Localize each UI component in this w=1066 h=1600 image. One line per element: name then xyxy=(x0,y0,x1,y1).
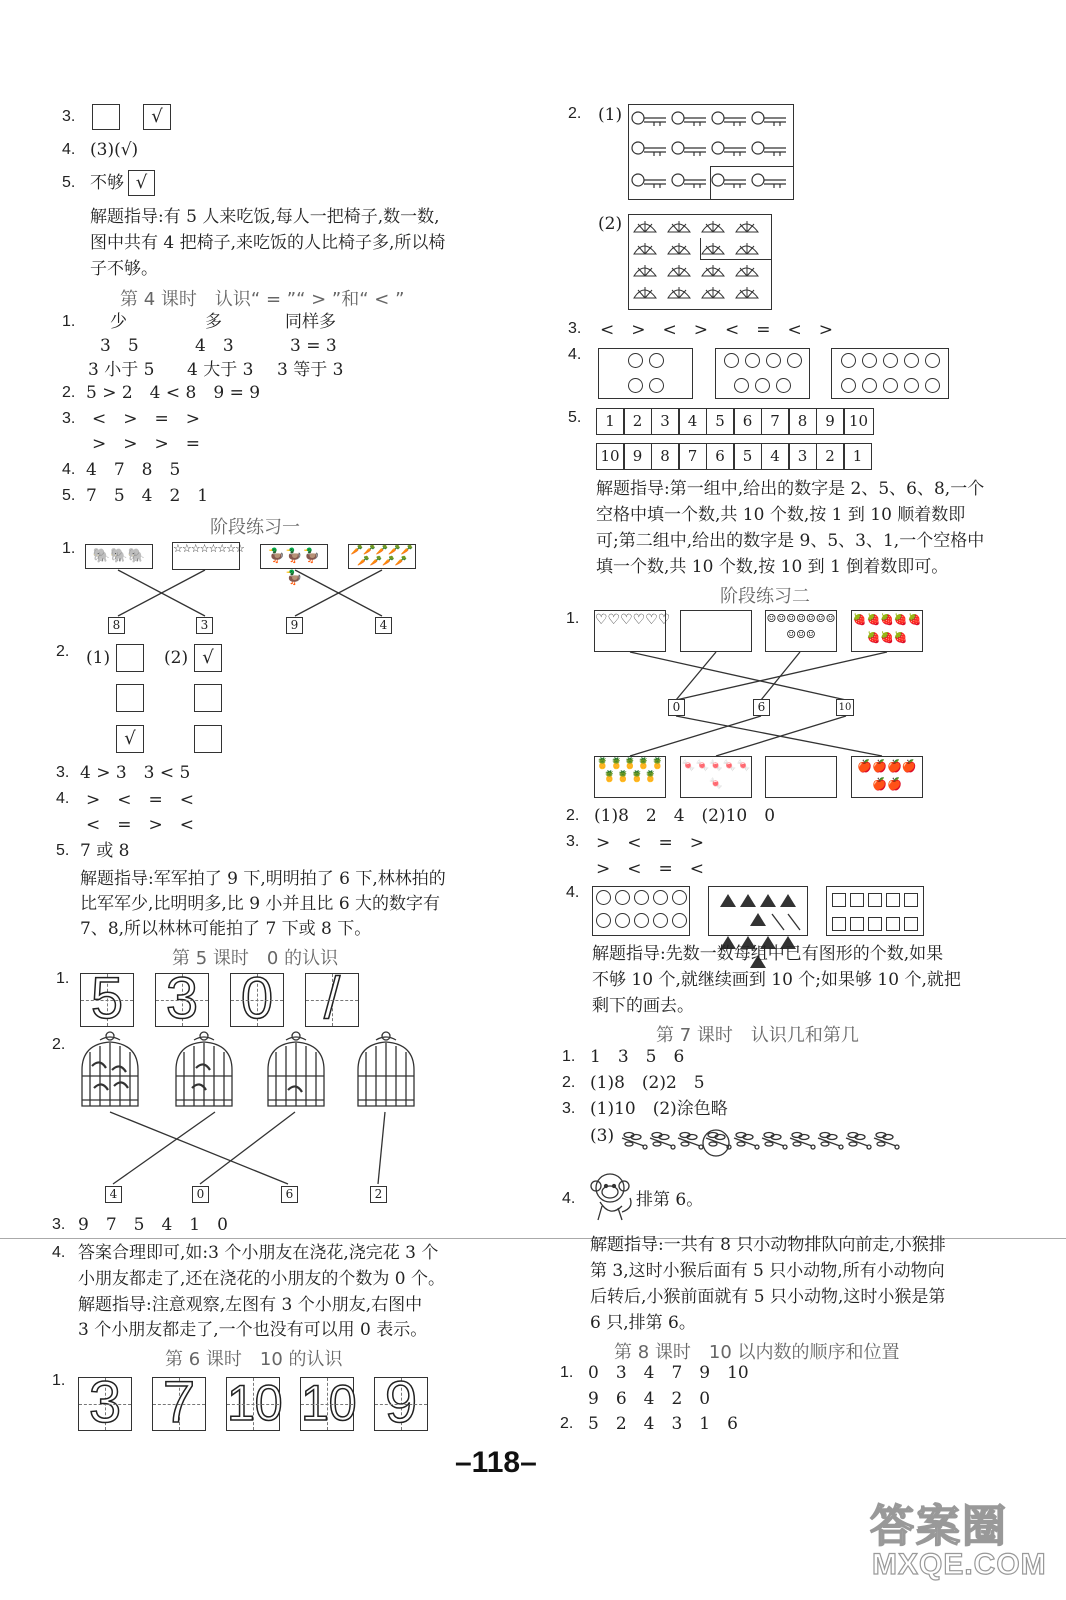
traced-digit: 10 xyxy=(301,1375,357,1431)
number-cell: 6 xyxy=(706,443,734,470)
q-text: 5 2 4 3 1 6 xyxy=(588,1414,738,1434)
hint-line: 7、8,所以林林可能拍了 7 下或 8 下。 xyxy=(80,919,372,939)
section-heading: 第 6 课时 10 的认识 xyxy=(165,1349,343,1370)
circle-group xyxy=(598,348,693,399)
q-num: 2. xyxy=(566,807,580,824)
cell-text: 3 = 3 xyxy=(290,336,337,356)
writing-grid xyxy=(226,1375,283,1431)
number-cell: 8 xyxy=(651,443,679,470)
answer-box: √ xyxy=(143,104,171,130)
q-num: 4. xyxy=(56,790,70,807)
hint-line: 解题指导:先数一数每组中已有图形的个数,如果 xyxy=(592,944,944,964)
q-text: 9 6 4 2 0 xyxy=(588,1389,711,1409)
q-num: 1. xyxy=(62,313,76,330)
cross-out-marks xyxy=(770,912,804,932)
q-num: 3. xyxy=(566,833,580,850)
duck-group-icon: 🦆🦆🦆🦆 xyxy=(260,544,328,569)
key-icons xyxy=(630,106,792,198)
q-text: (1)8 2 4 (2)10 0 xyxy=(594,806,776,826)
hint-line: 3 个小朋友都走了,一个也没有可以用 0 表示。 xyxy=(78,1320,428,1340)
writing-grid xyxy=(300,1375,357,1431)
q-text: < = > < xyxy=(86,815,194,835)
q-text: > < = < xyxy=(86,790,194,810)
q-text: 答案合理即可,如:3 个小朋友在浇花,浇完花 3 个 xyxy=(78,1243,439,1263)
hint-line: 空格中填一个数,共 10 个数,按 1 到 10 顺着数即 xyxy=(596,505,966,525)
l-item-4-num: 4. xyxy=(62,141,76,158)
number-cell: 7 xyxy=(761,408,789,435)
circle-group xyxy=(592,886,690,936)
q-text: > > > = xyxy=(92,434,200,454)
q-num: 5. xyxy=(62,487,76,504)
number-cell: 4 xyxy=(679,408,707,435)
cell-text: 4 3 xyxy=(195,336,234,356)
q-text: < > < > < = < > xyxy=(600,320,833,340)
q-num: 1. xyxy=(62,540,76,557)
empty-group xyxy=(765,756,837,798)
traced-digit: 0 xyxy=(240,966,274,1031)
q-text: > < = < xyxy=(596,859,704,879)
q-text: 0 3 4 7 9 10 xyxy=(588,1363,749,1383)
carrot-group-icon: 🥕🥕🥕🥕🥕🥕🥕🥕🥕 xyxy=(348,544,416,569)
hint-line: 填一个数,共 10 个数,按 10 到 1 倒着数即可。 xyxy=(596,557,949,577)
q-num: 2. xyxy=(562,1074,576,1091)
q-text: 排第 6。 xyxy=(636,1190,704,1210)
q-num: 3. xyxy=(568,320,582,337)
traced-digit: 7 xyxy=(162,1370,196,1435)
q-text: (1)8 (2)2 5 xyxy=(590,1073,705,1093)
writing-grid xyxy=(230,966,284,1031)
l-item-4-text: (3)(√) xyxy=(90,140,139,160)
sub-label: (2) xyxy=(598,214,623,234)
number-box: 3 xyxy=(196,617,213,634)
cell-text: 4 大于 3 xyxy=(187,360,254,380)
number-box: 4 xyxy=(375,617,392,634)
circle-group xyxy=(831,348,949,399)
q-num: 1. xyxy=(562,1048,576,1065)
fan-icons xyxy=(632,218,772,308)
q-num: 4. xyxy=(52,1244,66,1261)
q-num: 3. xyxy=(562,1100,576,1117)
number-box: 0 xyxy=(668,699,685,716)
q-num: 3. xyxy=(62,410,76,427)
q-num: 5. xyxy=(568,409,582,426)
cell-text: 同样多 xyxy=(285,312,336,332)
section-heading: 第 7 课时 认识几和第几 xyxy=(656,1025,859,1046)
hint-line: 比军军少,比明明多,比 9 小并且比 6 大的数字有 xyxy=(80,894,441,914)
pineapple-group-icon: 🍍🍍🍍🍍🍍🍍🍍🍍🍍 xyxy=(594,756,666,798)
hint-line: 剩下的画去。 xyxy=(592,996,694,1016)
number-box: 8 xyxy=(108,617,125,634)
writing-grid xyxy=(305,966,359,1031)
sub-label: (1) xyxy=(598,105,623,125)
number-cell: 9 xyxy=(624,443,652,470)
cell-text: 3 5 xyxy=(100,336,139,356)
q-num: 2. xyxy=(62,384,76,401)
apple-group-icon: 🍎🍎🍎🍎🍎🍎 xyxy=(851,756,923,798)
hint-line: 6 只,排第 6。 xyxy=(590,1313,696,1333)
section-heading: 第 5 课时 0 的认识 xyxy=(172,948,339,969)
strawberry-group-icon: 🍓🍓🍓🍓🍓🍓🍓🍓 xyxy=(851,610,923,652)
hint-line: 解题指导:一共有 8 只小动物排队向前走,小猴排 xyxy=(590,1235,946,1255)
answer-box: √ xyxy=(194,644,222,672)
number-box: 0 xyxy=(192,1186,209,1203)
traced-digit: 3 xyxy=(165,966,199,1031)
traced-digit: / xyxy=(323,966,341,1031)
sub-label: (3) xyxy=(590,1126,615,1146)
number-cell: 2 xyxy=(624,408,652,435)
q-text: 4 7 8 5 xyxy=(86,460,181,480)
number-cell: 9 xyxy=(816,408,844,435)
answer-box xyxy=(194,684,222,712)
writing-grid xyxy=(152,1370,206,1435)
number-box: 9 xyxy=(286,617,303,634)
number-cell: 4 xyxy=(761,443,789,470)
number-cell: 10 xyxy=(844,408,874,435)
q-num: 1. xyxy=(560,1364,574,1381)
hint-line: 解题指导:注意观察,左图有 3 个小朋友,右图中 xyxy=(78,1295,423,1315)
hint-line: 第 3,这时小猴后面有 5 只小动物,所有小动物向 xyxy=(590,1261,945,1281)
elephant-group-icon: 🐘🐘🐘 xyxy=(85,544,153,569)
l-item-5-text: 不够 xyxy=(90,173,124,193)
number-box: 2 xyxy=(370,1186,387,1203)
number-cell: 7 xyxy=(679,443,707,470)
hint-line: 可;第二组中,给出的数字是 9、5、3、1,一个空格中 xyxy=(596,531,985,551)
number-cell: 6 xyxy=(734,408,762,435)
q-text: > < = > xyxy=(596,833,704,853)
q-text: < > = > xyxy=(92,409,200,429)
q-text: 5 > 2 4 < 8 9 = 9 xyxy=(86,383,261,403)
cell-text: 3 小于 5 xyxy=(88,360,155,380)
star-group-icon: ☆☆☆☆☆☆☆☆ xyxy=(172,542,240,570)
monkey-icon xyxy=(588,1168,636,1224)
traced-digit: 10 xyxy=(227,1375,283,1431)
q-num: 1. xyxy=(566,610,580,627)
writing-grid xyxy=(78,1370,132,1435)
watermark-logo: 答案圈 xyxy=(870,1501,1008,1552)
section-heading: 第 4 课时 认识“ = ”“ > ”和“ < ” xyxy=(120,289,405,310)
q-text: 4 > 3 3 < 5 xyxy=(80,763,191,783)
page-number: –118– xyxy=(455,1446,537,1479)
answer-box xyxy=(194,725,222,753)
q-num: 5. xyxy=(56,842,70,859)
number-cell: 1 xyxy=(844,443,872,470)
number-box: 10 xyxy=(836,699,854,716)
heart-group-icon: ♡♡♡♡♡♡ xyxy=(594,610,666,652)
traced-digit: 5 xyxy=(90,966,124,1031)
hint-line: 子不够。 xyxy=(90,259,158,279)
q-num: 4. xyxy=(566,884,580,901)
section-heading: 阶段练习二 xyxy=(720,586,810,607)
number-cell: 1 xyxy=(596,408,624,435)
circle-group xyxy=(715,348,810,399)
answer-box: √ xyxy=(116,725,144,753)
hint-line: 解题指导:军军拍了 9 下,明明拍了 6 下,林林拍的 xyxy=(80,869,446,889)
q-num: 3. xyxy=(56,764,70,781)
writing-grid xyxy=(155,966,209,1031)
number-cell: 3 xyxy=(651,408,679,435)
l-item-3-num: 3. xyxy=(62,108,76,125)
watermark-url: MXQE.COM xyxy=(872,1548,1047,1581)
face-group-icon: ☺☺☺☺☺☺☺☺☺☺ xyxy=(765,610,837,652)
q-num: 2. xyxy=(560,1415,574,1432)
q-text: 7 5 4 2 1 xyxy=(86,486,209,506)
hint-line: 解题指导:有 5 人来吃饭,每人一把椅子,数一数, xyxy=(90,207,440,227)
traced-digit: 3 xyxy=(88,1370,122,1435)
number-cell: 5 xyxy=(706,408,734,435)
q-text: 7 或 8 xyxy=(80,841,130,861)
q-num: 2. xyxy=(56,643,70,660)
number-box: 6 xyxy=(281,1186,298,1203)
dragonfly-icons xyxy=(620,1124,900,1164)
l-item-5-num: 5. xyxy=(62,174,76,191)
writing-grid xyxy=(374,1370,428,1435)
birdcage-icons xyxy=(78,1030,418,1114)
q-num: 4. xyxy=(568,346,582,363)
q-text: 小朋友都走了,还在浇花的小朋友的个数为 0 个。 xyxy=(78,1269,446,1289)
q-num: 4. xyxy=(562,1190,576,1207)
number-cell: 3 xyxy=(789,443,817,470)
cell-text: 3 等于 3 xyxy=(277,360,344,380)
hint-line: 后转后,小猴前面就有 5 只小动物,这时小猴是第 xyxy=(590,1287,946,1307)
sub-label: (2) xyxy=(164,648,189,668)
q-num: 1. xyxy=(52,1372,66,1389)
cell-text: 多 xyxy=(205,312,222,332)
answer-box xyxy=(116,644,144,672)
empty-group xyxy=(680,610,752,652)
number-cell: 2 xyxy=(816,443,844,470)
answer-box xyxy=(116,684,144,712)
writing-grid xyxy=(80,966,134,1031)
section-heading: 第 8 课时 10 以内数的顺序和位置 xyxy=(614,1342,900,1363)
hint-line: 不够 10 个,就继续画到 10 个;如果够 10 个,就把 xyxy=(592,970,961,990)
q-num: 4. xyxy=(62,461,76,478)
q-text: (1)10 (2)涂色略 xyxy=(590,1099,728,1119)
q-num: 2. xyxy=(568,105,582,122)
q-text: 9 7 5 4 1 0 xyxy=(78,1215,228,1235)
number-box: 4 xyxy=(105,1186,122,1203)
cell-text: 少 xyxy=(110,312,127,332)
q-num: 2. xyxy=(52,1036,66,1053)
number-cell: 5 xyxy=(734,443,762,470)
hint-line: 图中共有 4 把椅子,来吃饭的人比椅子多,所以椅 xyxy=(90,233,446,253)
answer-box: √ xyxy=(128,170,155,196)
number-cell: 10 xyxy=(596,443,624,470)
q-num: 1. xyxy=(56,970,70,987)
number-box: 6 xyxy=(753,699,770,716)
traced-digit: 9 xyxy=(384,1370,418,1435)
square-group xyxy=(826,886,924,936)
sub-label: (1) xyxy=(86,648,111,668)
q-text: 1 3 5 6 xyxy=(590,1047,685,1067)
section-heading: 阶段练习一 xyxy=(210,517,300,538)
q-num: 3. xyxy=(52,1216,66,1233)
number-cell: 8 xyxy=(789,408,817,435)
hint-line: 解题指导:第一组中,给出的数字是 2、5、6、8,一个 xyxy=(596,479,985,499)
candy-group-icon: 🍬🍬🍬🍬🍬🍬 xyxy=(680,756,752,798)
